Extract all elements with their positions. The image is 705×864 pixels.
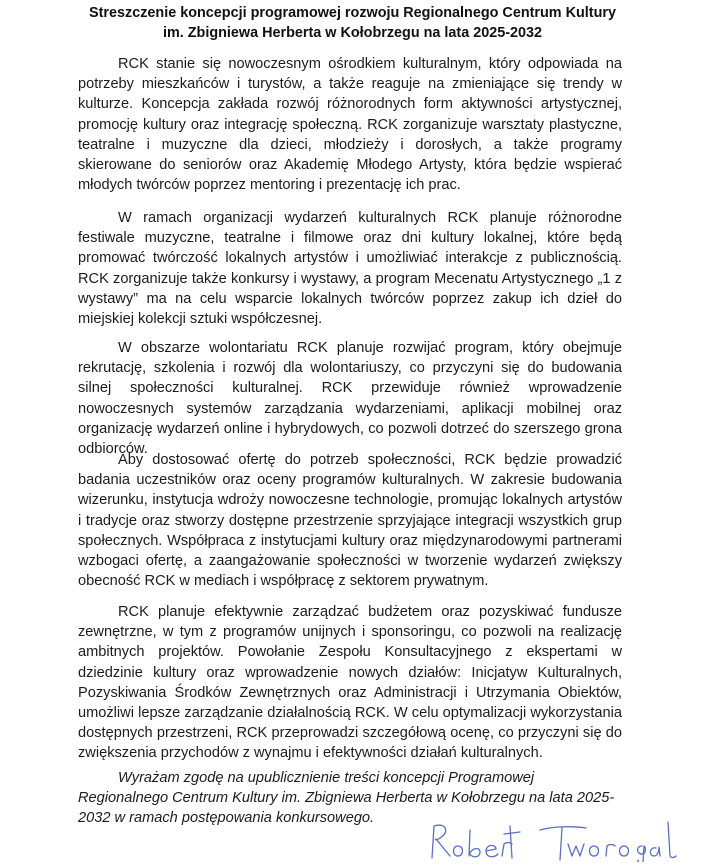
signature-strokes (432, 822, 676, 862)
paragraph-community: Aby dostosować ofertę do potrzeb społeczności, RCK będzie prowadzić badania uczestników oraz oceny programów kulturalnych. W zakresie budowania wizerunku, instytucja wdroży nowoczesne technologie, promując lokalnych artystów i tradycje oraz stworzy dostępne przestrzenie sprzyjające integracji wszystkich grup społecznych. Współpraca z instytucjami kultury oraz międzynarodowymi partnerami wzbogaci ofertę, a zaangażowanie społeczności w tworzenie wydarzeń zwiększy obecność RCK w mediach i współpracę z sektorem prywatnym. (78, 452, 622, 590)
handwritten-signature (424, 818, 694, 862)
paragraph-volunteering: W obszarze wolontariatu RCK planuje rozwijać program, który obejmuje rekrutację, szkolenia i rozwój dla wolontariuszy, co przyczyni się do budowania silnej społeczności kulturalnej. RCK przewiduje również wprowadzenie nowoczesnych systemów zarządzania wydarzeniami, aplikacji mobilnej oraz organizację wydarzeń online i hybrydowych, co pozwoli dotrzeć do szerszego grona odbiorców. (78, 340, 622, 458)
paragraph-overview: RCK stanie się nowoczesnym ośrodkiem kulturalnym, który odpowiada na potrzeby mieszkańców i turystów, a także reaguje na zmieniające się trendy w kulturze. Koncepcja zakłada rozwój różnorodnych form aktywności artystycznej, promocję kultury oraz integrację społeczną. RCK zorganizuje warsztaty plastyczne, teatralne i muzyczne dla dzieci, młodzieży i dorosłych, a także programy skierowane do seniorów oraz Akademię Młodego Artysty, która będzie wspierać młodych twórców poprzez mentoring i prezentację ich prac. (78, 56, 622, 194)
consent-statement: Wyrażam zgodę na upublicznienie treści koncepcji Programowej Regionalnego Centrum Kultury im. Zbigniewa Herberta w Kołobrzegu na lata 2025-2032 w ramach postępowania konkursowego. (78, 770, 615, 827)
title-line-2: im. Zbigniewa Herberta w Kołobrzegu na lata 2025-2032 (162, 25, 543, 41)
signature-drawing (424, 818, 694, 862)
title-line-1: Streszczenie koncepcji programowej rozwoju Regionalnego Centrum Kultury (89, 5, 616, 21)
document-title (0, 3, 705, 43)
paragraph-budget: RCK planuje efektywnie zarządzać budżetem oraz pozyskiwać fundusze zewnętrzne, w tym z programów unijnych i sponsoringu, co pozwoli na realizację ambitnych projektów. Powołanie Zespołu Konsultacyjnego z ekspertami w dziedzinie kultury oraz wprowadzenie nowych działów: Inicjatyw Kulturalnych, Pozyskiwania Środków Zewnętrznych oraz Administracji i Utrzymania Obiektów, umożliwi lepsze zarządzanie działalnością RCK. W celu optymalizacji wykorzystania dostępnych przestrzeni, RCK przeprowadzi szczegółową ocenę, co przyczyni się do zwiększenia przychodów z wynajmu i efektywności działań kulturalnych. (78, 604, 622, 762)
paragraph-events: W ramach organizacji wydarzeń kulturalnych RCK planuje różnorodne festiwale muzyczne, teatralne i filmowe oraz dni kultury lokalnej, które będą promować twórczość lokalnych artystów i umożliwiać interakcje z publicznością. RCK zorganizuje także konkursy i wystawy, a program Mecenatu Artystycznego „1 z wystawy” ma na celu wsparcie lokalnych twórców poprzez zakup ich dzieł do miejskiej kolekcji sztuki współczesnej. (78, 210, 622, 328)
